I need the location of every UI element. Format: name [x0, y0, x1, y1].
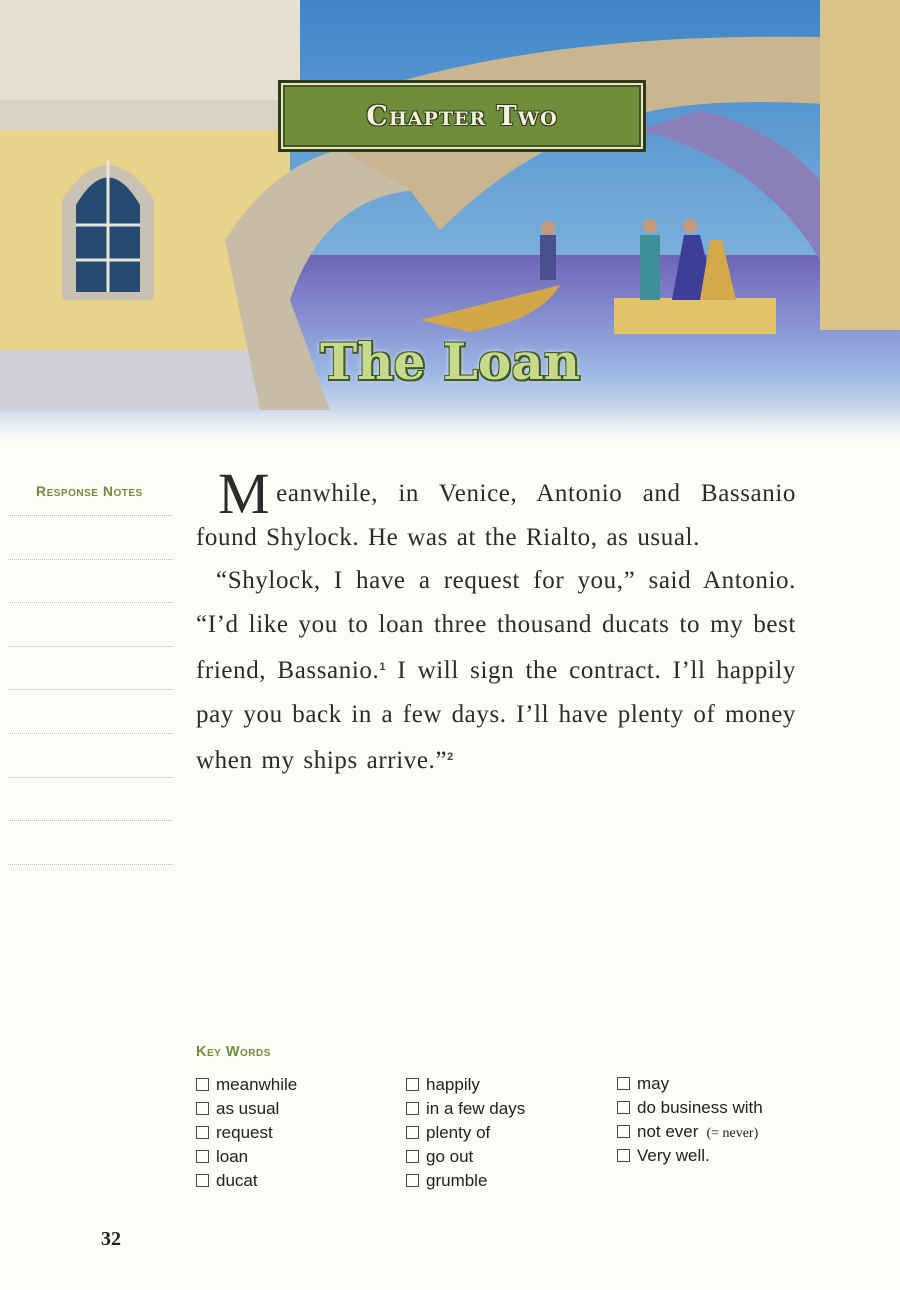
key-word: grumble — [426, 1171, 488, 1190]
note-line — [8, 733, 173, 777]
key-word: happily — [426, 1075, 480, 1094]
key-word-item — [406, 1073, 525, 1097]
note-line — [8, 515, 173, 559]
key-word: meanwhile — [216, 1075, 298, 1094]
checkbox[interactable] — [617, 1149, 630, 1162]
key-word-item — [406, 1169, 525, 1193]
key-word-item — [196, 1097, 297, 1121]
key-word-item — [196, 1169, 297, 1193]
key-word: plenty of — [426, 1123, 491, 1142]
chapter-label-plaque — [278, 80, 646, 152]
key-words-column-3 — [617, 1072, 763, 1168]
page-number: 32 — [101, 1228, 121, 1250]
key-word: loan — [216, 1147, 249, 1166]
checkbox[interactable] — [406, 1102, 419, 1115]
drop-cap: M — [218, 461, 271, 526]
paragraph-2-text-a: “Shylock, I have a request for you,” said Antonio. “I’d like you to loan three thousand ducats to my best friend, Bassanio. — [196, 567, 796, 684]
key-word: may — [637, 1074, 670, 1093]
checkbox[interactable] — [406, 1174, 419, 1187]
paragraph-2 — [196, 559, 796, 783]
checkbox[interactable] — [196, 1078, 209, 1091]
checkbox[interactable] — [196, 1174, 209, 1187]
checkbox[interactable] — [406, 1078, 419, 1091]
key-word: not ever — [637, 1122, 699, 1141]
note-line — [8, 646, 173, 690]
checkbox[interactable] — [406, 1150, 419, 1163]
key-word-item — [406, 1121, 525, 1145]
checkbox[interactable] — [617, 1101, 630, 1114]
key-word-item — [196, 1073, 297, 1097]
chapter-illustration — [0, 0, 900, 450]
key-word-item — [617, 1120, 763, 1144]
key-word: ducat — [216, 1171, 258, 1190]
chapter-label: Chapter Two — [366, 100, 558, 132]
key-word-item — [196, 1121, 297, 1145]
paragraph-1-text: eanwhile, in Venice, Antonio and Bassanio found Shylock. He was at the Rialto, as usual. — [196, 480, 796, 551]
footnote-marker-1: 1 — [379, 661, 387, 673]
checkbox[interactable] — [617, 1125, 630, 1138]
paragraph-2-text-b: I will sign the contract. I’ll happily pay you back in a few days. I’ll have plenty of money when my ships arrive.” — [196, 657, 796, 774]
key-word-item — [406, 1145, 525, 1169]
checkbox[interactable] — [617, 1077, 630, 1090]
checkbox[interactable] — [406, 1126, 419, 1139]
key-word: go out — [426, 1147, 474, 1166]
response-notes-label: Response Notes — [36, 483, 143, 499]
key-word: in a few days — [426, 1099, 526, 1118]
checkbox[interactable] — [196, 1126, 209, 1139]
note-line — [8, 820, 173, 864]
key-word-item — [617, 1096, 763, 1120]
footnote-marker-2: 2 — [447, 751, 454, 763]
note-line — [8, 864, 173, 908]
key-words-column-2 — [406, 1073, 525, 1193]
chapter-title: The Loan — [319, 332, 581, 391]
key-words-title: Key Words — [196, 1044, 271, 1060]
key-word-item — [617, 1072, 763, 1096]
key-word-item — [406, 1097, 525, 1121]
key-word-item — [617, 1144, 763, 1168]
key-word-item — [196, 1145, 297, 1169]
key-word: as usual — [216, 1099, 280, 1118]
note-line — [8, 602, 173, 646]
key-word-note: (= never) — [706, 1126, 759, 1141]
note-line — [8, 559, 173, 603]
note-line — [8, 777, 173, 821]
checkbox[interactable] — [196, 1150, 209, 1163]
checkbox[interactable] — [196, 1102, 209, 1115]
key-word: do business with — [637, 1098, 763, 1117]
story-text — [196, 461, 796, 783]
response-notes-lines — [8, 515, 173, 907]
note-line — [8, 689, 173, 733]
key-words-column-1 — [196, 1073, 297, 1193]
key-word: request — [216, 1123, 273, 1142]
key-word: Very well. — [637, 1146, 710, 1165]
paragraph-1 — [196, 461, 796, 559]
